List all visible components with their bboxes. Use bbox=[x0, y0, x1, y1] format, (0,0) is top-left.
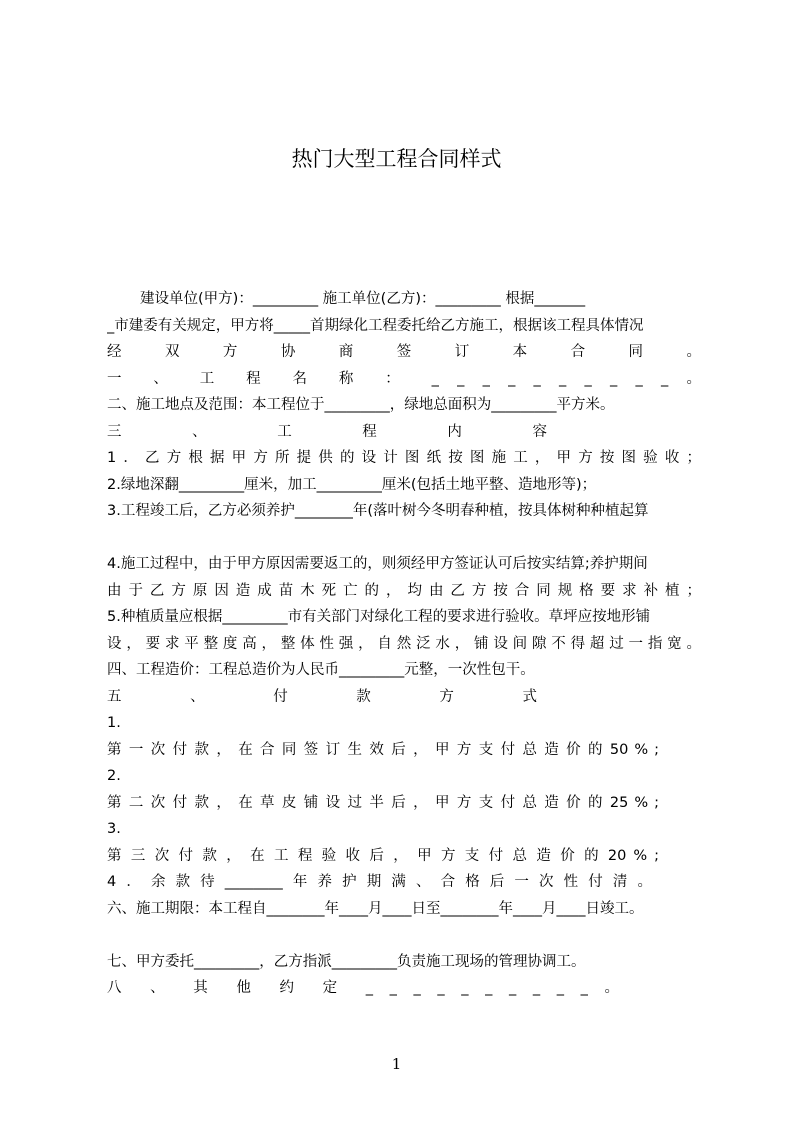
payment-2-number: 2. bbox=[107, 768, 121, 784]
page-number: 1 bbox=[391, 1055, 402, 1073]
payment-4: 4．余款待________年养护期满、合格后一次性付清。 bbox=[107, 874, 652, 890]
clause-3-item-3: 3.工程竣工后，乙方必须养护________年(落叶树今冬明春种植，按具体树种种植起算 bbox=[107, 503, 649, 519]
clause-3-item-2: 2.绿地深翻_________厘米，加工_________厘米(包括土地平整、造地形等)； bbox=[107, 476, 597, 493]
clause-3-item-5-cont: 设，要求平整度高，整体性强，自然泛水，铺设间隙不得超过一指宽。 bbox=[107, 635, 701, 652]
clause-3-item-5: 5.种植质量应根据_________市有关部门对绿化工程的要求进行验收。草坪应按地形铺 bbox=[107, 609, 651, 625]
clause-3-heading: 三 、 工 程 内 容 bbox=[107, 423, 547, 440]
clause-2-location: 二、施工地点及范围：本工程位于_________，绿地总面积为_________平方米。 bbox=[107, 397, 615, 413]
clause-6-period: 六、施工期限：本工程自________年____月____日至________年____月____日竣工。 bbox=[107, 900, 644, 917]
clause-4-price: 四、工程造价：工程总造价为人民币_________元整，一次性包干。 bbox=[107, 662, 535, 678]
clause-3-item-4-cont: 由于乙方原因造成苗木死亡的，均由乙方按合同规格要求补植； bbox=[107, 582, 701, 599]
payment-3: 第 三 次 付 款 ， 在 工 程 验 收 后 ， 甲 方 支 付 总 造 价 的 20 % ; bbox=[107, 847, 659, 864]
clause-7-representatives: 七、甲方委托_________，乙方指派_________负责施工现场的管理协调工。 bbox=[107, 953, 586, 970]
payment-1: 第 一 次 付 款 ， 在 合 同 签 订 生 效 后 ， 甲 方 支 付 总 造 价 的 50 % ; bbox=[107, 741, 659, 758]
blank-line bbox=[107, 922, 701, 949]
clause-1-project-name: 一 、 工 程 名 称 ： _ _ _ _ _ _ _ _ _ _ 。 bbox=[107, 370, 701, 387]
clause-agreement: 经 双 方 协 商 签 订 本 合 同 。 bbox=[107, 344, 701, 360]
clause-3-item-4: 4.施工过程中，由于甲方原因需要返工的，则须经甲方签证认可后按实结算;养护期间 bbox=[107, 556, 648, 572]
contract-body bbox=[107, 286, 701, 1002]
clause-3-item-1: 1．乙方根据甲方所提供的设计图纸按图施工，甲方按图验收； bbox=[107, 450, 701, 466]
document-title: 热门大型工程合同样式 bbox=[291, 147, 502, 171]
blank-line bbox=[107, 525, 701, 552]
payment-2: 第 二 次 付 款 ， 在 草 皮 铺 设 过 半 后 ， 甲 方 支 付 总 造 价 的 25 % ; bbox=[107, 794, 659, 811]
payment-3-number: 3. bbox=[107, 821, 121, 837]
payment-1-number: 1. bbox=[107, 715, 121, 731]
clause-parties: 建设单位(甲方)：_________ 施工单位(乙方)：_________ 根据_______ bbox=[140, 291, 586, 307]
clause-5-heading: 五 、 付 款 方 式 bbox=[107, 688, 537, 705]
clause-8-other: 八 、 其 他 约 定 _ _ _ _ _ _ _ _ _ _ 。 bbox=[107, 980, 619, 996]
clause-basis: _市建委有关规定，甲方将_____首期绿化工程委托给乙方施工，根据该工程具体情况 bbox=[107, 317, 644, 334]
